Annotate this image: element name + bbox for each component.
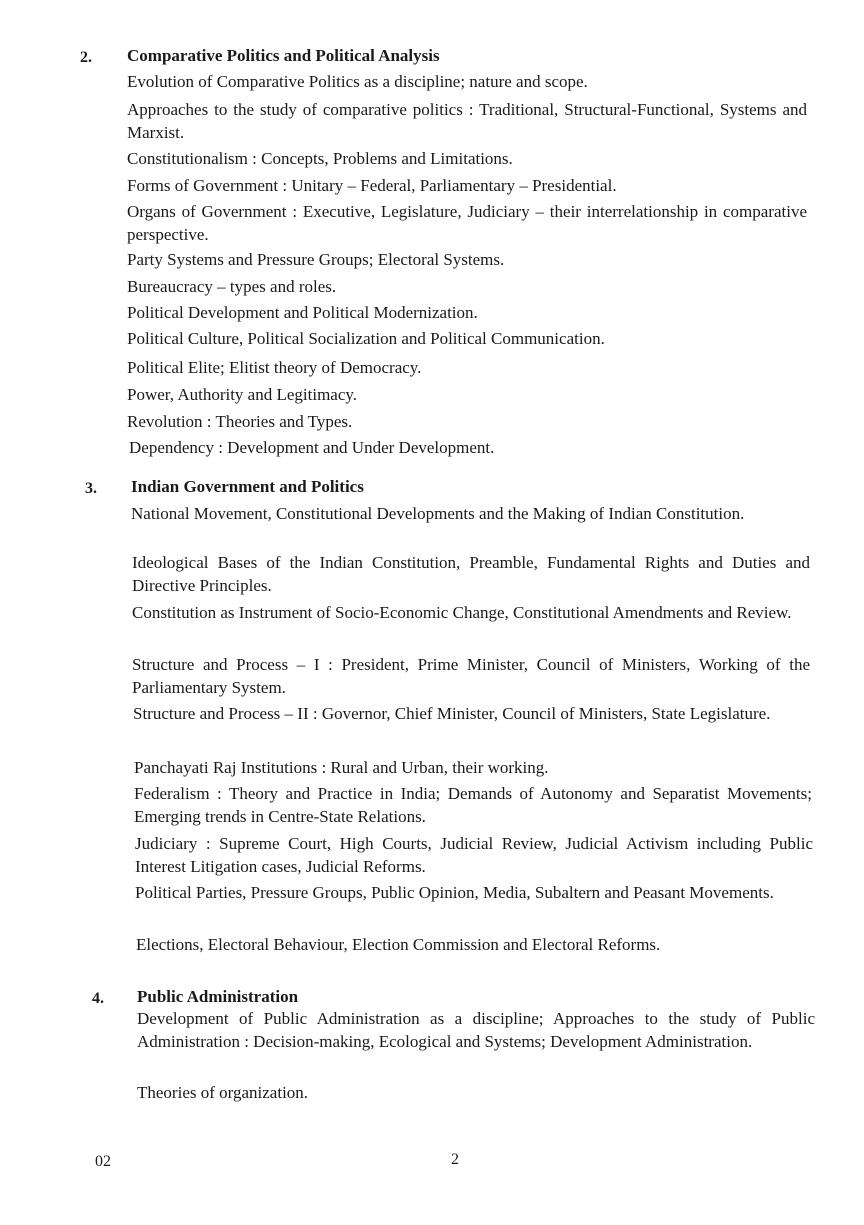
list-item: Theories of organization.	[137, 1083, 309, 1102]
page-number: 2	[451, 1151, 459, 1168]
section-heading: Public Administration	[137, 987, 299, 1006]
section-number: 4.	[92, 990, 104, 1007]
list-item: National Movement, Constitutional Developments and the Making of Indian Constitution.	[131, 504, 745, 523]
footer-code: 02	[95, 1153, 111, 1170]
list-item: Evolution of Comparative Politics as a discipline; nature and scope.	[127, 72, 588, 91]
list-item: Dependency : Development and Under Development.	[129, 438, 495, 457]
list-item: Ideological Bases of the Indian Constitution, Preamble, Fundamental Rights and Duties and Directive Principles.	[132, 553, 810, 595]
list-item: Approaches to the study of comparative politics : Traditional, Structural-Functional, Systems and Marxist.	[127, 100, 807, 142]
list-item: Political Development and Political Modernization.	[127, 303, 478, 322]
list-item: Structure and Process – I : President, Prime Minister, Council of Ministers, Working of the Parliamentary System.	[132, 655, 810, 697]
section-heading: Indian Government and Politics	[131, 477, 364, 496]
list-item: Structure and Process – II : Governor, Chief Minister, Council of Ministers, State Legislature.	[133, 704, 771, 723]
list-item: Bureaucracy – types and roles.	[127, 277, 337, 296]
list-item: Constitutionalism : Concepts, Problems and Limitations.	[127, 149, 513, 168]
list-item: Judiciary : Supreme Court, High Courts, Judicial Review, Judicial Activism including Public Interest Litigation cases, Judicial Reforms.	[135, 834, 813, 876]
list-item: Organs of Government : Executive, Legislature, Judiciary – their interrelationship in comparative perspective.	[127, 202, 807, 244]
section-heading: Comparative Politics and Political Analysis	[127, 46, 440, 65]
list-item: Panchayati Raj Institutions : Rural and Urban, their working.	[134, 758, 549, 777]
list-item: Development of Public Administration as a discipline; Approaches to the study of Public Administration : Decision-making, Ecological and Systems; Development Administration.	[137, 1009, 815, 1051]
section-number: 3.	[85, 480, 97, 497]
list-item: Political Culture, Political Socialization and Political Communication.	[127, 329, 605, 348]
list-item: Political Parties, Pressure Groups, Public Opinion, Media, Subaltern and Peasant Movements.	[135, 883, 774, 902]
list-item: Forms of Government : Unitary – Federal, Parliamentary – Presidential.	[127, 176, 617, 195]
list-item: Power, Authority and Legitimacy.	[127, 385, 358, 404]
list-item: Revolution : Theories and Types.	[127, 412, 353, 431]
list-item: Constitution as Instrument of Socio-Economic Change, Constitutional Amendments and Review.	[132, 603, 792, 622]
list-item: Party Systems and Pressure Groups; Electoral Systems.	[127, 250, 505, 269]
list-item: Federalism : Theory and Practice in India; Demands of Autonomy and Separatist Movements; Emerging trends in Centre-State Relations.	[134, 784, 812, 826]
list-item: Elections, Electoral Behaviour, Election Commission and Electoral Reforms.	[136, 935, 661, 954]
list-item: Political Elite; Elitist theory of Democracy.	[127, 358, 422, 377]
section-number: 2.	[80, 49, 92, 66]
